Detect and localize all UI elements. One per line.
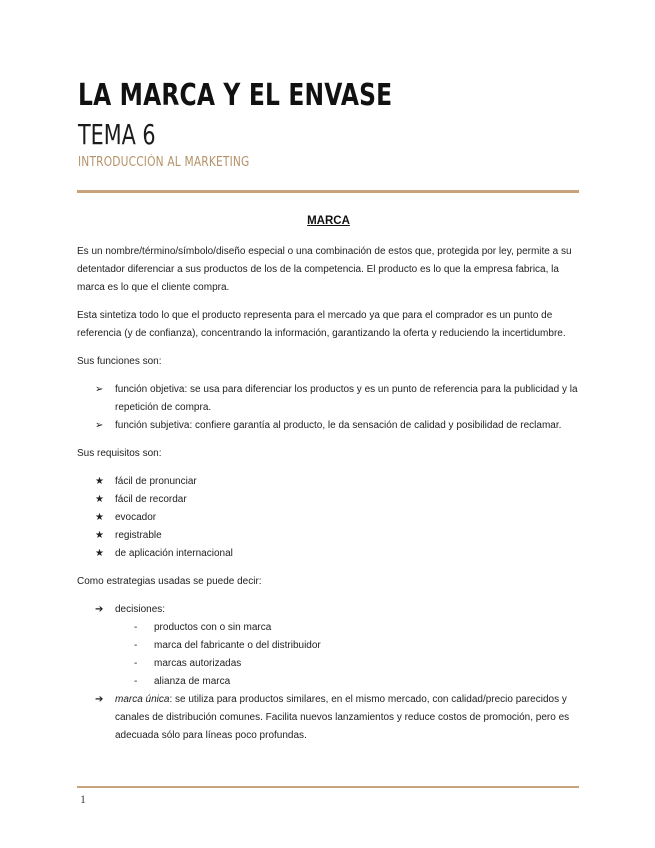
estrategias-intro: Como estrategias usadas se puede decir: bbox=[77, 576, 262, 587]
document-subtitle: TEMA 6 bbox=[78, 118, 156, 151]
document-body bbox=[77, 212, 580, 755]
sublist-item bbox=[77, 673, 580, 691]
star-bullet-icon: ★ bbox=[95, 512, 104, 523]
list-item-text: fácil de recordar bbox=[115, 494, 187, 505]
list-item bbox=[77, 527, 580, 545]
list-item-text: decisiones: bbox=[115, 604, 166, 615]
dash-bullet-icon: - bbox=[134, 658, 138, 669]
arrow-bullet-icon: ➔ bbox=[95, 604, 104, 615]
section-heading: MARCA bbox=[307, 215, 350, 227]
arrowhead-bullet-icon: ➢ bbox=[95, 384, 104, 395]
list-item bbox=[77, 381, 580, 417]
dash-bullet-icon: - bbox=[134, 622, 138, 633]
sublist-item bbox=[77, 655, 580, 673]
star-bullet-icon: ★ bbox=[95, 548, 104, 559]
list-item bbox=[77, 545, 580, 563]
list-item bbox=[77, 509, 580, 527]
list-item-text: función objetiva: se usa para diferenciar los productos y es un punto de referencia para la publicidad y la repetición de compra. bbox=[115, 384, 578, 413]
course-name: INTRODUCCIÓN AL MARKETING bbox=[78, 155, 250, 170]
decisiones-sublist bbox=[77, 619, 580, 691]
requisitos-list bbox=[77, 473, 580, 563]
list-item bbox=[77, 601, 580, 691]
list-item-text: registrable bbox=[115, 530, 162, 541]
page-number: 1 bbox=[80, 792, 86, 806]
marca-unica-text: : se utiliza para productos similares, en el mismo mercado, con calidad/precio parecidos y canales de distribución comunes. Facilita nuevos lanzamientos y reduce costos de promoción, pero es adecuada sólo para líneas poco profundas. bbox=[115, 694, 570, 741]
arrow-bullet-icon: ➔ bbox=[95, 694, 104, 705]
footer-divider bbox=[77, 786, 579, 788]
list-item-text: evocador bbox=[115, 512, 157, 523]
sublist-item-text: alianza de marca bbox=[154, 676, 231, 687]
list-item-text: función subjetiva: confiere garantía al producto, le da sensación de calidad y posibilidad de reclamar. bbox=[115, 420, 562, 431]
star-bullet-icon: ★ bbox=[95, 476, 104, 487]
list-item bbox=[77, 473, 580, 491]
star-bullet-icon: ★ bbox=[95, 494, 104, 505]
paragraph-definition: Es un nombre/término/símbolo/diseño especial o una combinación de estos que, protegida por ley, permite a su detentador diferenciar a sus productos de los de la competencia. El producto es lo que la empresa fabrica, la marca es lo que el cliente compra. bbox=[77, 246, 572, 293]
requisitos-intro: Sus requisitos son: bbox=[77, 448, 162, 459]
sublist-item bbox=[77, 637, 580, 655]
sublist-item-text: productos con o sin marca bbox=[154, 622, 272, 633]
dash-bullet-icon: - bbox=[134, 676, 138, 687]
funciones-list bbox=[77, 381, 580, 435]
estrategias-list bbox=[77, 601, 580, 745]
document-title: LA MARCA Y EL ENVASE bbox=[78, 78, 393, 113]
arrowhead-bullet-icon: ➢ bbox=[95, 420, 104, 431]
star-bullet-icon: ★ bbox=[95, 530, 104, 541]
dash-bullet-icon: - bbox=[134, 640, 138, 651]
paragraph-synthesis: Esta sintetiza todo lo que el producto representa para el mercado ya que para el comprador es un punto de referencia (y de confianza), concentrando la información, garantizando la oferta y reduciendo la incertidumbre. bbox=[77, 310, 566, 339]
list-item bbox=[77, 491, 580, 509]
sublist-item-text: marca del fabricante o del distribuidor bbox=[154, 640, 321, 651]
header-divider bbox=[77, 190, 579, 193]
list-item bbox=[77, 417, 580, 435]
sublist-item bbox=[77, 619, 580, 637]
sublist-item-text: marcas autorizadas bbox=[154, 658, 242, 669]
marca-unica-label: marca única bbox=[115, 694, 170, 705]
list-item bbox=[77, 691, 580, 745]
list-item-text: de aplicación internacional bbox=[115, 548, 233, 559]
funciones-intro: Sus funciones son: bbox=[77, 356, 162, 367]
list-item-text: fácil de pronunciar bbox=[115, 476, 197, 487]
